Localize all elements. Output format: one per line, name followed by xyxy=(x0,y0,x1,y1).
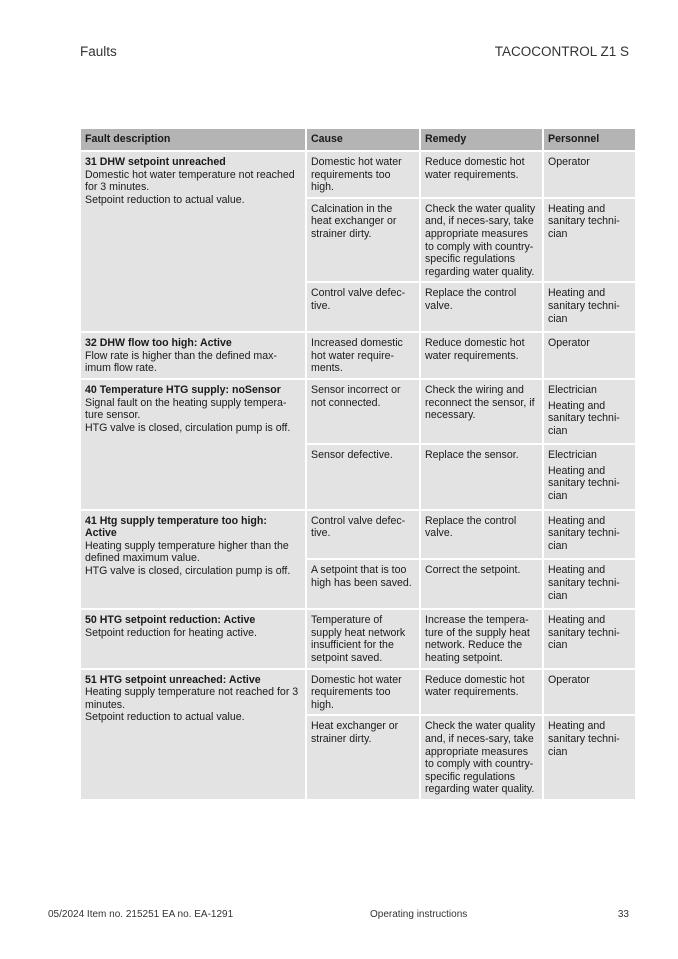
cause-cell: Heat exchanger or strainer dirty. xyxy=(307,716,419,799)
fault-description-cell xyxy=(81,152,305,331)
personnel-cell xyxy=(544,333,635,378)
personnel-cell xyxy=(544,560,635,608)
personnel-cell xyxy=(544,380,635,443)
personnel-item: Heating and sanitary techni-cian xyxy=(548,514,620,552)
fault-title: 31 DHW setpoint unreached xyxy=(85,156,226,168)
table-row xyxy=(81,670,635,715)
fault-description-line: Setpoint reduction to actual value. xyxy=(85,193,245,206)
table-row xyxy=(81,152,635,197)
fault-title: 51 HTG setpoint unreached: Active xyxy=(85,673,261,686)
fault-description-cell xyxy=(81,511,305,609)
fault-title: 40 Temperature HTG supply: noSensor xyxy=(85,383,281,396)
fault-description-cell xyxy=(81,380,305,509)
table-body xyxy=(81,152,635,799)
cause-cell: Increased domestic hot water require-ments. xyxy=(307,333,419,378)
fault-description-line: HTG valve is closed, circulation pump is off. xyxy=(85,565,291,578)
personnel-item: Electrician xyxy=(548,449,597,462)
remedy-cell: Increase the tempera-ture of the supply heat network. Reduce the heating setpoint. xyxy=(421,610,542,667)
fault-description-cell xyxy=(81,610,305,667)
remedy-cell: Check the wiring and reconnect the sensor, if necessary. xyxy=(421,380,542,443)
fault-description-line: Setpoint reduction to actual value. xyxy=(85,711,245,724)
remedy-cell: Replace the control valve. xyxy=(421,283,542,331)
fault-description-line: Signal fault on the heating supply tempera-ture sensor. xyxy=(85,396,287,422)
fault-title: 50 HTG setpoint reduction: Active xyxy=(85,614,256,627)
fault-description-line: Domestic hot water temperature not reached for 3 minutes. xyxy=(85,168,295,194)
column-header-remedy: Remedy xyxy=(421,129,542,150)
remedy-cell: Replace the sensor. xyxy=(421,445,542,508)
column-header-personnel: Personnel xyxy=(544,129,635,150)
cause-cell: Domestic hot water requirements too high. xyxy=(307,670,419,715)
personnel-item: Electrician xyxy=(548,383,597,396)
personnel-cell xyxy=(544,152,635,197)
fault-description-cell xyxy=(81,670,305,799)
personnel-item: Heating and sanitary techni-cian xyxy=(548,564,620,602)
footer-doc-type: Operating instructions xyxy=(370,909,468,920)
fault-title: 41 Htg supply temperature too high: Active xyxy=(85,514,267,540)
faults-table xyxy=(79,127,637,801)
table-header-row xyxy=(81,129,635,150)
fault-description-line: Heating supply temperature not reached for 3 minutes. xyxy=(85,686,299,711)
remedy-cell: Reduce domestic hot water requirements. xyxy=(421,333,542,378)
fault-description-cell xyxy=(81,333,305,378)
remedy-cell: Correct the setpoint. xyxy=(421,560,542,608)
personnel-item: Operator xyxy=(548,337,590,350)
personnel-cell xyxy=(544,199,635,282)
fault-description-line: Setpoint reduction for heating active. xyxy=(85,626,257,639)
personnel-item: Heating and sanitary techni-cian xyxy=(548,287,620,325)
cause-cell: Control valve defec-tive. xyxy=(307,283,419,331)
column-header-cause: Cause xyxy=(307,129,419,150)
personnel-item: Heating and sanitary techni-cian xyxy=(548,399,620,437)
remedy-cell: Reduce domestic hot water requirements. xyxy=(421,670,542,715)
fault-description-line: Heating supply temperature higher than the defined maximum value. xyxy=(85,539,289,565)
cause-cell: Calcination in the heat exchanger or strainer dirty. xyxy=(307,199,419,282)
remedy-cell: Check the water quality and, if neces-sary, take appropriate measures to comply with country-specific regulations regarding water quality. xyxy=(421,199,542,282)
footer-item-number: 05/2024 Item no. 215251 EA no. EA-1291 xyxy=(48,909,234,920)
column-header-fault-description: Fault description xyxy=(81,129,305,150)
personnel-item: Operator xyxy=(548,673,590,686)
cause-cell: A setpoint that is too high has been saved. xyxy=(307,560,419,608)
table-row xyxy=(81,511,635,559)
fault-title: 32 DHW flow too high: Active xyxy=(85,337,232,350)
header-product-name: TACOCONTROL Z1 S xyxy=(494,44,629,59)
personnel-cell xyxy=(544,511,635,559)
header-section-title: Faults xyxy=(80,44,117,59)
cause-cell: Control valve defec-tive. xyxy=(307,511,419,559)
personnel-cell xyxy=(544,610,635,667)
personnel-item: Heating and sanitary techni-cian xyxy=(548,202,620,240)
table-row xyxy=(81,333,635,378)
fault-description-line: Flow rate is higher than the defined max-imum flow rate. xyxy=(85,349,277,375)
personnel-cell xyxy=(544,670,635,715)
cause-cell: Sensor incorrect or not connected. xyxy=(307,380,419,443)
personnel-item: Heating and sanitary techni-cian xyxy=(548,464,620,503)
personnel-item: Operator xyxy=(548,156,590,168)
cause-cell: Temperature of supply heat network insufficient for the setpoint saved. xyxy=(307,610,419,667)
personnel-item: Heating and sanitary techni-cian xyxy=(548,720,620,758)
personnel-cell xyxy=(544,716,635,799)
table-row xyxy=(81,380,635,443)
personnel-item: Heating and sanitary techni-cian xyxy=(548,614,620,652)
cause-cell: Domestic hot water requirements too high. xyxy=(307,152,419,197)
personnel-cell xyxy=(544,445,635,508)
remedy-cell: Check the water quality and, if neces-sary, take appropriate measures to comply with country-specific regulations regarding water quality. xyxy=(421,716,542,799)
remedy-cell: Reduce domestic hot water requirements. xyxy=(421,152,542,197)
fault-description-line: HTG valve is closed, circulation pump is off. xyxy=(85,421,291,434)
personnel-cell xyxy=(544,283,635,331)
table-row xyxy=(81,610,635,667)
remedy-cell: Replace the control valve. xyxy=(421,511,542,559)
footer-page-number: 33 xyxy=(617,909,629,920)
cause-cell: Sensor defective. xyxy=(307,445,419,508)
